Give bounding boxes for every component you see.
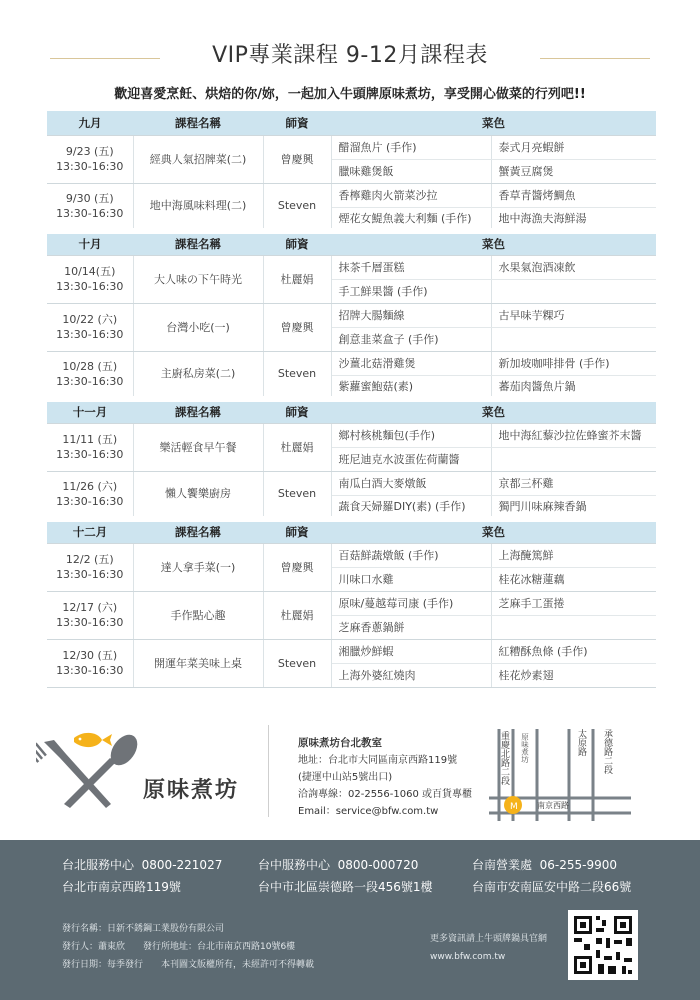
class-teacher: Steven (263, 639, 331, 687)
class-time: 13:30-16:30 (56, 280, 124, 293)
dish-item: 手工鮮果醬 (手作) (331, 279, 491, 303)
dish-item: 泰式月亮蝦餅 (491, 135, 656, 159)
class-time: 13:30-16:30 (56, 206, 124, 220)
dish-item: 蕃茄肉醬魚片鍋 (491, 375, 656, 399)
map-road-4: 承德路二段 (602, 729, 612, 774)
class-course-name: 懶人饗樂廚房 (133, 471, 263, 519)
dish-item: 川味口水雞 (331, 567, 491, 591)
service-phone: 06-255-9900 (539, 858, 618, 872)
dish-item: 班尼迪克水波蛋佐荷蘭醬 (331, 447, 491, 471)
class-teacher: 曾慶興 (263, 543, 331, 591)
class-time: 13:30-16:30 (56, 568, 124, 581)
class-course-name: 手作點心趣 (133, 591, 263, 639)
service-taipei (62, 854, 222, 898)
contact-email[interactable]: Email：service@bfw.com.tw (298, 806, 439, 817)
publisher-info (62, 920, 314, 974)
dish-item: 百菇鮮蔬燉飯 (手作) (331, 543, 491, 567)
dish-item: 地中海漁夫海鮮湯 (491, 207, 656, 231)
class-row (47, 423, 656, 447)
class-course-name: 樂活輕食早午餐 (133, 423, 263, 471)
class-datetime (47, 135, 133, 183)
class-teacher: Steven (263, 183, 331, 231)
class-date: 9/30 (五) (65, 191, 114, 205)
class-date: 12/17 (六) (62, 601, 118, 614)
map-road-1: 重慶北路二段 (499, 731, 509, 785)
service-name: 台南營業處 (472, 858, 533, 872)
dish-item: 香草青醬烤鯛魚 (491, 183, 656, 207)
dish-item: 南瓜白酒大麥燉飯 (331, 471, 491, 495)
contact-info (298, 735, 472, 820)
dish-item: 沙薑北菇滑雞煲 (331, 351, 491, 375)
class-date: 10/14(五) (64, 265, 116, 278)
dish-item: 新加坡咖啡排骨 (手作) (491, 351, 656, 375)
dishes-col-header: 菜色 (331, 231, 656, 255)
dishes-col-header: 菜色 (331, 111, 656, 135)
class-datetime (47, 351, 133, 399)
contact-phone: 洽詢專線：02-2556-1060 或百貨專櫃 (298, 789, 473, 800)
class-row (47, 591, 656, 615)
class-teacher: Steven (263, 471, 331, 519)
month-header-row (47, 111, 656, 135)
class-course-name: 主廚私房菜(二) (133, 351, 263, 399)
class-datetime (47, 639, 133, 687)
class-date: 10/22 (六) (62, 313, 118, 326)
publisher-line: 發行日期：每季發行 本刊圖文版權所有，未經許可不得轉載 (62, 960, 315, 970)
class-teacher: 杜麗娟 (263, 255, 331, 303)
month-header-row (47, 399, 656, 423)
class-row (47, 255, 656, 279)
class-course-name: 達人拿手菜(一) (133, 543, 263, 591)
service-tainan (472, 854, 631, 898)
footer (0, 840, 700, 1000)
page-title: VIP專業課程 9-12月課程表 (212, 43, 488, 68)
class-datetime (47, 423, 133, 471)
dish-item: 地中海紅藜沙拉佐蜂蜜芥末醬 (491, 423, 656, 447)
class-time: 13:30-16:30 (56, 448, 124, 461)
map-road-5: 南京西路 (537, 801, 569, 810)
dish-item: 臘味雞煲飯 (331, 159, 491, 183)
class-course-name: 經典人氣招牌菜(二) (133, 135, 263, 183)
month-header-row (47, 231, 656, 255)
dish-item: 桂花冰糖蓮藕 (491, 567, 656, 591)
service-address: 台中市北區崇德路一段456號1樓 (258, 880, 433, 894)
dish-item: 芝麻香蔥鍋餅 (331, 615, 491, 639)
class-course-name: 台灣小吃(一) (133, 303, 263, 351)
location-map (485, 723, 635, 823)
class-row (47, 183, 656, 207)
month-name: 十月 (47, 231, 133, 255)
dish-item (491, 447, 656, 471)
class-time: 13:30-16:30 (56, 494, 124, 508)
dish-item: 招牌大腸麵線 (331, 303, 491, 327)
dish-item: 紫蘿蜜鮑菇(素) (331, 375, 491, 399)
dish-item: 香檸雞肉火箭菜沙拉 (331, 183, 491, 207)
class-row (47, 471, 656, 495)
class-row (47, 543, 656, 567)
service-name: 台北服務中心 (62, 858, 135, 872)
course-col-header: 課程名稱 (133, 231, 263, 255)
class-date: 12/2 (五) (65, 553, 114, 566)
class-teacher: Steven (263, 351, 331, 399)
dish-item: 紅糟酥魚條 (手作) (491, 639, 656, 663)
dish-item: 煙花女鯷魚義大利麵 (手作) (331, 207, 491, 231)
class-time: 13:30-16:30 (56, 374, 124, 388)
publisher-line: 發行人：蕭東欣 發行所地址：台北市南京西路10號6樓 (62, 942, 296, 952)
dish-item (491, 327, 656, 351)
dish-item: 蟹黃豆腐煲 (491, 159, 656, 183)
month-name: 十一月 (47, 399, 133, 423)
class-datetime (47, 183, 133, 231)
subtitle: 歡迎喜愛烹飪、烘焙的你/妳，一起加入牛頭牌原味煮坊，享受開心做菜的行列吧!! (114, 87, 586, 102)
dish-item: 原味/蔓越莓司康 (手作) (331, 591, 491, 615)
dish-item: 獨門川味麻辣香鍋 (491, 495, 656, 519)
teacher-col-header: 師資 (263, 231, 331, 255)
map-road-2: 原味煮坊 (520, 733, 530, 763)
dish-item (491, 615, 656, 639)
class-date: 9/23 (五) (65, 145, 114, 158)
class-date: 11/26 (六) (62, 479, 118, 493)
class-datetime (47, 303, 133, 351)
dish-item: 水果氣泡酒凍飲 (491, 255, 656, 279)
teacher-col-header: 師資 (263, 399, 331, 423)
class-row (47, 303, 656, 327)
service-address: 台北市南京西路119號 (62, 880, 181, 894)
more-info (430, 930, 547, 966)
class-time: 13:30-16:30 (56, 328, 124, 341)
service-phone: 0800-221027 (141, 858, 223, 872)
info-divider (268, 725, 269, 817)
class-date: 12/30 (五) (62, 649, 118, 662)
class-datetime (47, 471, 133, 519)
course-col-header: 課程名稱 (133, 519, 263, 543)
dish-item: 上海醃篤鮮 (491, 543, 656, 567)
dish-item: 鄉村核桃麵包(手作) (331, 423, 491, 447)
class-teacher: 曾慶興 (263, 303, 331, 351)
course-col-header: 課程名稱 (133, 111, 263, 135)
map-road-3: 太原路 (576, 729, 586, 756)
class-row (47, 351, 656, 375)
class-teacher: 杜麗娟 (263, 423, 331, 471)
dish-item: 上海外婆紅燒肉 (331, 663, 491, 687)
dishes-col-header: 菜色 (331, 399, 656, 423)
title-rule-right (540, 58, 650, 59)
brand-name: 原味煮坊 (143, 777, 240, 803)
class-course-name: 開運年菜美味上桌 (133, 639, 263, 687)
contact-address-note: (捷運中山站5號出口) (298, 772, 393, 783)
class-teacher: 曾慶興 (263, 135, 331, 183)
map-pin-letter: M (510, 802, 518, 812)
class-date: 10/28 (五) (62, 359, 118, 373)
teacher-col-header: 師資 (263, 111, 331, 135)
class-date: 11/11 (五) (62, 433, 118, 446)
dish-item: 蔬食天婦羅DIY(素) (手作) (331, 495, 491, 519)
dish-item: 京都三杯雞 (491, 471, 656, 495)
dish-item: 湘臘炒鮮蝦 (331, 639, 491, 663)
month-name: 九月 (47, 111, 133, 135)
class-datetime (47, 255, 133, 303)
service-phone: 0800-000720 (337, 858, 419, 872)
teacher-col-header: 師資 (263, 519, 331, 543)
dish-item (491, 279, 656, 303)
publisher-line: 發行名稱：日新不銹鋼工業股份有限公司 (62, 924, 225, 934)
class-time: 13:30-16:30 (56, 664, 124, 677)
class-row (47, 639, 656, 663)
class-datetime (47, 543, 133, 591)
service-address: 台南市安南區安中路二段66號 (472, 880, 632, 894)
logo-icon (36, 728, 146, 813)
qr-code-icon[interactable] (568, 910, 638, 980)
class-time: 13:30-16:30 (56, 160, 124, 173)
class-datetime (47, 591, 133, 639)
contact-name: 原味煮坊台北教室 (298, 737, 382, 749)
dish-item: 桂花炒素翅 (491, 663, 656, 687)
class-course-name: 地中海風味料理(二) (133, 183, 263, 231)
dish-item: 芝麻手工蛋捲 (491, 591, 656, 615)
schedule-table (47, 111, 656, 688)
month-name: 十二月 (47, 519, 133, 543)
service-taichung (258, 854, 433, 898)
class-course-name: 大人味の下午時光 (133, 255, 263, 303)
course-col-header: 課程名稱 (133, 399, 263, 423)
class-time: 13:30-16:30 (56, 616, 124, 629)
title-block (0, 38, 700, 78)
dish-item: 古早味芋粿巧 (491, 303, 656, 327)
dish-item: 創意韭菜盒子 (手作) (331, 327, 491, 351)
service-name: 台中服務中心 (258, 858, 331, 872)
dishes-col-header: 菜色 (331, 519, 656, 543)
more-info-text: 更多資訊請上牛頭牌鍋具官網 (430, 934, 548, 944)
contact-address: 地址：台北市大同區南京西路119號 (298, 755, 458, 766)
month-header-row (47, 519, 656, 543)
class-row (47, 135, 656, 159)
dish-item: 抹茶千層蛋糕 (331, 255, 491, 279)
class-teacher: 杜麗娟 (263, 591, 331, 639)
website-link[interactable]: www.bfw.com.tw (430, 952, 506, 962)
dish-item: 醋溜魚片 (手作) (331, 135, 491, 159)
